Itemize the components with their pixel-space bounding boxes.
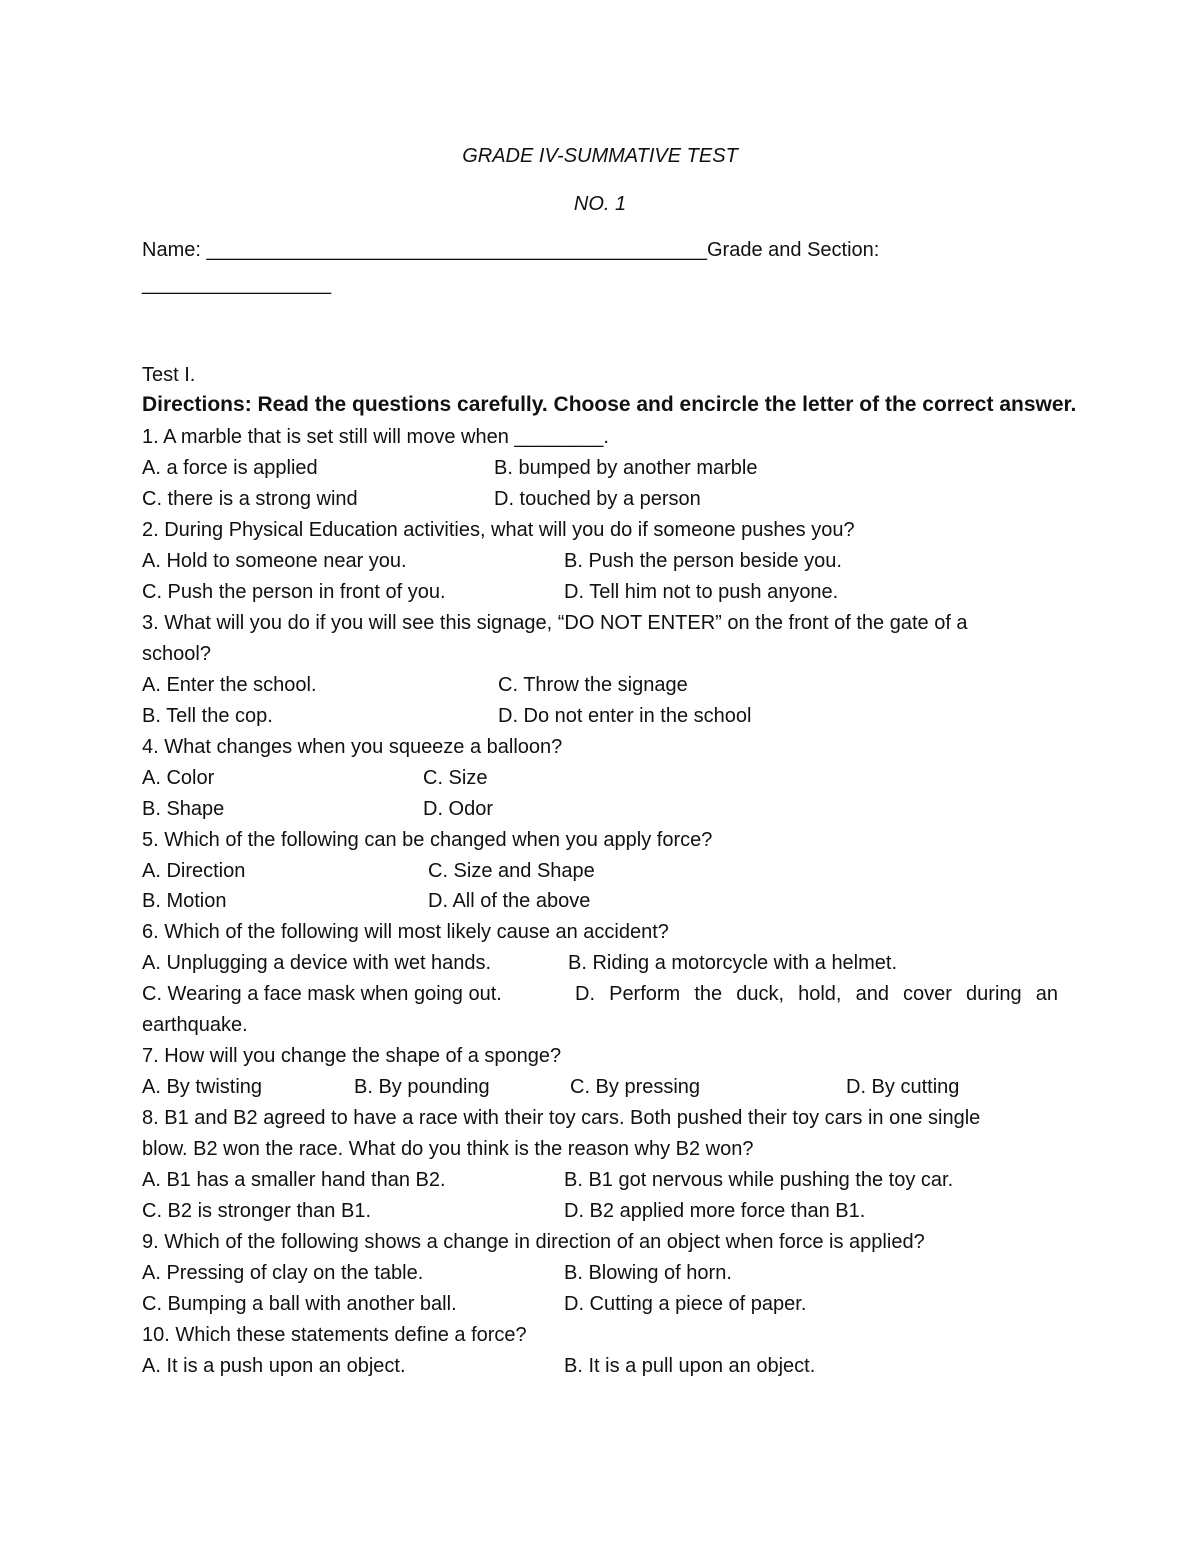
- choice: A. By twisting: [142, 1076, 263, 1098]
- choice: B. Tell the cop.: [142, 705, 273, 727]
- choice: D. All of the above: [428, 890, 591, 912]
- question-10: 10. Which these statements define a force?: [142, 1324, 527, 1346]
- choice: A. Direction: [142, 860, 246, 882]
- choice-row: [142, 1292, 807, 1316]
- choice: B. Push the person beside you.: [564, 550, 842, 572]
- choice-row: [142, 1075, 960, 1099]
- choice-row: [142, 1354, 816, 1378]
- choice: B. bumped by another marble: [494, 457, 758, 479]
- choice: C. Size and Shape: [428, 860, 595, 882]
- choice: C. By pressing: [570, 1076, 701, 1098]
- question-3: 3. What will you do if you will see this signage, “DO NOT ENTER” on the front of the gate of a: [142, 612, 968, 634]
- choice: A. Enter the school.: [142, 674, 317, 696]
- choice-row: [142, 766, 488, 790]
- choice: B. B1 got nervous while pushing the toy car.: [564, 1169, 954, 1191]
- choice-row: [142, 1199, 866, 1223]
- choice: D. Tell him not to push anyone.: [564, 581, 839, 603]
- test-number: NO. 1: [573, 193, 627, 215]
- choice: A. a force is applied: [142, 457, 318, 479]
- choice-row: [142, 580, 839, 604]
- choice: C. Push the person in front of you.: [142, 581, 446, 603]
- choice: B. Shape: [142, 798, 225, 820]
- choice-cont: earthquake.: [142, 1014, 248, 1036]
- question-5: 5. Which of the following can be changed when you apply force?: [142, 829, 713, 851]
- choice: D. Perform the duck, hold, and cover during an: [575, 983, 1058, 1005]
- test-label: Test I.: [142, 364, 196, 386]
- choice: C. there is a strong wind: [142, 488, 358, 510]
- choice: B. Motion: [142, 890, 227, 912]
- choice-row: [142, 951, 898, 975]
- choice: D. Do not enter in the school: [498, 705, 752, 727]
- choice: B. Riding a motorcycle with a helmet.: [568, 952, 898, 974]
- choice: D. Odor: [423, 798, 494, 820]
- question-8: 8. B1 and B2 agreed to have a race with their toy cars. Both pushed their toy cars in one single: [142, 1107, 981, 1129]
- choice-row: [142, 889, 591, 913]
- name-grade-line: Name: _____________________________________________Grade and Section:: [142, 239, 880, 261]
- choice: D. touched by a person: [494, 488, 701, 510]
- choice: C. B2 is stronger than B1.: [142, 1200, 372, 1222]
- choice: C. Bumping a ball with another ball.: [142, 1293, 457, 1315]
- question-8-cont: blow. B2 won the race. What do you think is the reason why B2 won?: [142, 1138, 754, 1160]
- choice: C. Throw the signage: [498, 674, 688, 696]
- choice-row: [142, 797, 494, 821]
- choice: A. B1 has a smaller hand than B2.: [142, 1169, 446, 1191]
- choice: B. It is a pull upon an object.: [564, 1355, 816, 1377]
- question-6: 6. Which of the following will most likely cause an accident?: [142, 921, 669, 943]
- choice-row: [142, 1261, 732, 1285]
- choice: A. It is a push upon an object.: [142, 1355, 406, 1377]
- choice: C. Wearing a face mask when going out.: [142, 983, 502, 1005]
- choice-row: [142, 673, 688, 697]
- choice: C. Size: [423, 767, 488, 789]
- choice-row: [142, 859, 595, 883]
- choice-row: [142, 982, 1058, 1006]
- choice: D. By cutting: [846, 1076, 960, 1098]
- grade-section-blank: _________________: [142, 273, 332, 295]
- question-4: 4. What changes when you squeeze a balloon?: [142, 736, 563, 758]
- choice-row: [142, 1168, 954, 1192]
- choice: A. Color: [142, 767, 215, 789]
- choice: B. Blowing of horn.: [564, 1262, 732, 1284]
- directions: Directions: Read the questions carefully. Choose and encircle the letter of the correct answer.: [142, 393, 1077, 416]
- question-3-cont: school?: [142, 643, 211, 665]
- choice-row: [142, 549, 842, 573]
- choice: A. Unplugging a device with wet hands.: [142, 952, 492, 974]
- choice: A. Pressing of clay on the table.: [142, 1262, 424, 1284]
- test-title: GRADE IV-SUMMATIVE TEST: [462, 145, 738, 167]
- choice: D. B2 applied more force than B1.: [564, 1200, 866, 1222]
- question-9: 9. Which of the following shows a change in direction of an object when force is applied?: [142, 1231, 925, 1253]
- choice-row: [142, 456, 758, 480]
- question-1: 1. A marble that is set still will move when ________.: [142, 426, 609, 448]
- choice: D. Cutting a piece of paper.: [564, 1293, 807, 1315]
- question-7: 7. How will you change the shape of a sponge?: [142, 1045, 562, 1067]
- choice-row: [142, 704, 752, 728]
- choice: A. Hold to someone near you.: [142, 550, 407, 572]
- question-2: 2. During Physical Education activities, what will you do if someone pushes you?: [142, 519, 855, 541]
- choice-row: [142, 487, 701, 511]
- choice: B. By pounding: [354, 1076, 490, 1098]
